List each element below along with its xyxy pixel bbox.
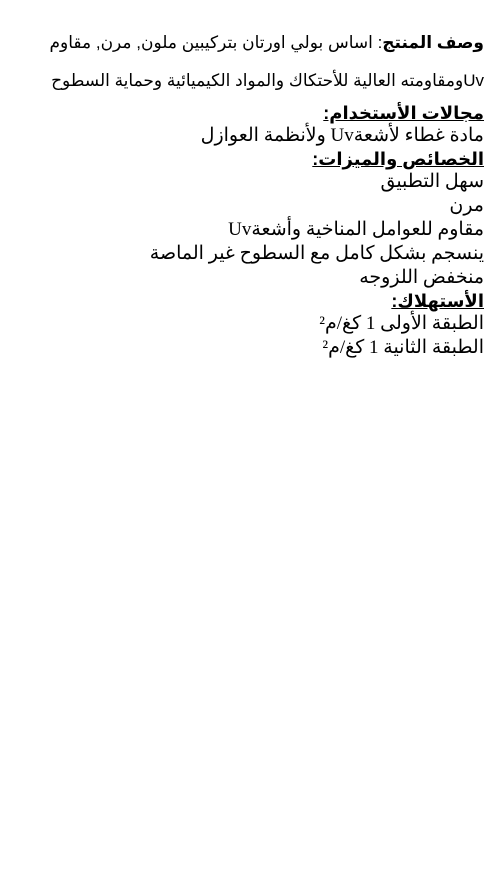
- applications-prefix: مادة غطاء لأشعة: [353, 125, 484, 146]
- feature-item: ينسجم بشكل كامل مع السطوح غير الماصة: [149, 243, 484, 264]
- applications-suffix: ولأنظمة العوازل: [200, 125, 331, 146]
- description-text-1: : اساس بولي اورتان بتركيبين ملون, مرن, مقاوم: [49, 33, 383, 52]
- features-heading: الخصائص والميزات:: [312, 149, 484, 169]
- feature-item-text: مقاوم للعوامل المناخية وأشعة: [251, 219, 484, 240]
- feature-item: سهل التطبيق: [380, 171, 484, 192]
- description-text-2: ومقاومته العالية للأحتكاك والمواد الكيميائية وحماية السطوح: [51, 71, 464, 90]
- consumption-item: الطبقة الثانية 1 كغ/م²: [322, 337, 484, 358]
- description-line-2: [6, 68, 484, 94]
- consumption-heading: الأستهلاك:: [391, 291, 484, 311]
- applications-heading: مجالات الأستخدام:: [323, 103, 484, 123]
- applications-uv: Uv: [330, 125, 354, 146]
- description-label: وصف المنتج: [382, 33, 484, 52]
- feature-item: مرن: [449, 195, 484, 216]
- feature-item-uv: [6, 218, 484, 242]
- consumption-item: الطبقة الأولى 1 كغ/م²: [319, 313, 484, 334]
- feature-item-uv-label: Uv: [228, 219, 252, 240]
- description-line-1: [6, 30, 484, 56]
- description-uv: Uv: [463, 71, 484, 90]
- feature-item: منخفض اللزوجه: [359, 267, 484, 288]
- applications-line: [6, 124, 484, 148]
